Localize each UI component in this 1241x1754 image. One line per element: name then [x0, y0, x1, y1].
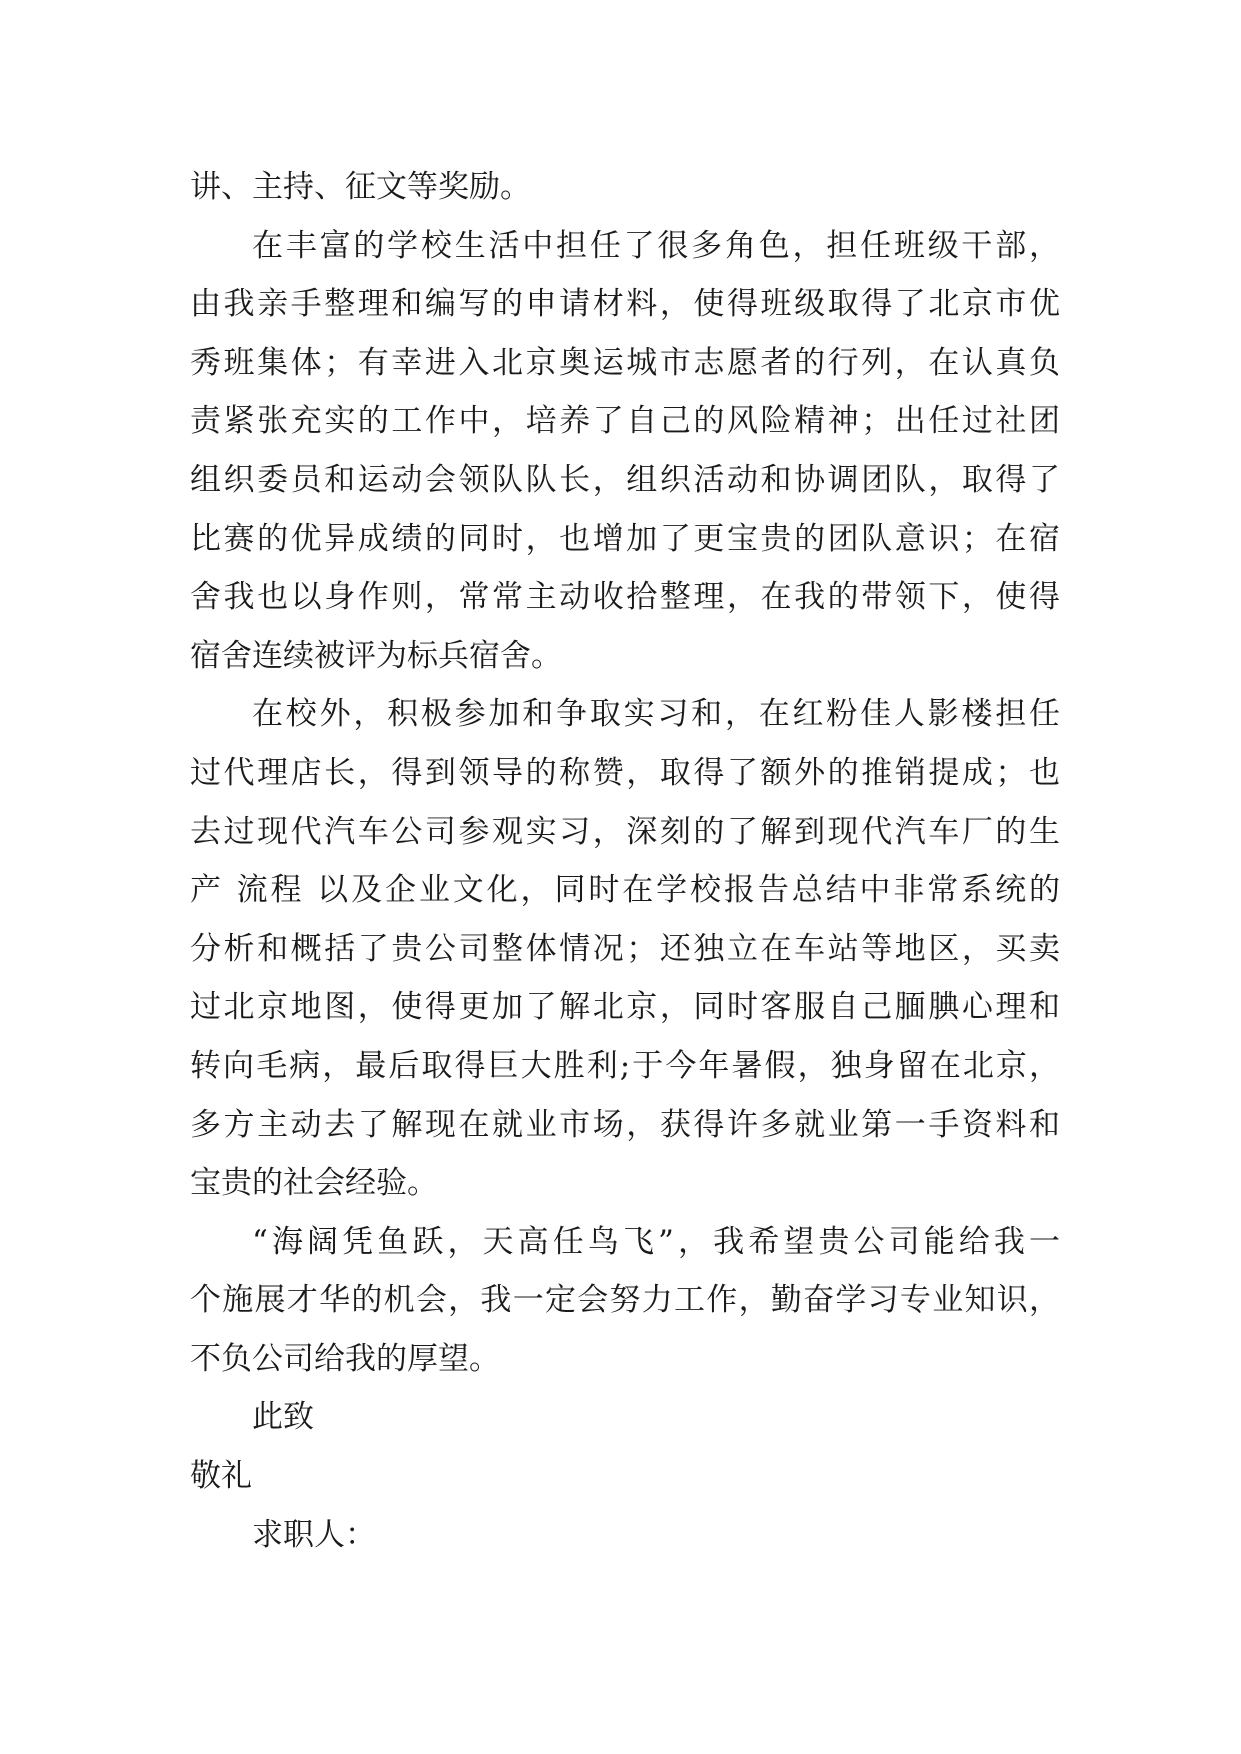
text-line: 产 流程 以及企业文化，同时在学校报告总结中非常系统的	[190, 872, 1060, 909]
text-line: “海阔凭鱼跃，天高任鸟飞”，我希望贵公司能给我一	[252, 1223, 1060, 1260]
text-line: 讲、主持、征文等奖励。	[190, 169, 531, 205]
text-line: 过代理店长，得到领导的称赞，取得了额外的推销提成；也	[190, 754, 1060, 791]
text-line: 分析和概括了贵公司整体情况；还独立在车站等地区，买卖	[190, 930, 1060, 967]
text-line: 过北京地图，使得更加了解北京，同时客服自己腼腆心理和	[190, 989, 1060, 1026]
text-line: 比赛的优异成绩的同时，也增加了更宝贵的团队意识；在宿	[190, 520, 1060, 557]
letter-body	[190, 158, 1060, 1564]
text-line: 责紧张充实的工作中，培养了自己的风险精神；出任过社团	[190, 403, 1060, 440]
text-line: 舍我也以身作则，常常主动收拾整理，在我的带领下，使得	[190, 579, 1060, 616]
text-line: 宿舍连续被评为标兵宿舍。	[190, 637, 562, 674]
text-line: 不负公司给我的厚望。	[190, 1340, 500, 1377]
text-line: 在校外，积极参加和争取实习和，在红粉佳人影楼担任	[252, 696, 1060, 733]
text-line: 由我亲手整理和编写的申请材料，使得班级取得了北京市优	[190, 286, 1060, 323]
closing-salutation: 此致	[252, 1399, 314, 1436]
text-line: 去过现代汽车公司参观实习，深刻的了解到现代汽车厂的生	[190, 813, 1060, 850]
text-line: 在丰富的学校生活中担任了很多角色，担任班级干部，	[252, 227, 1060, 264]
text-line: 转向毛病，最后取得巨大胜利;于今年暑假，独身留在北京，	[190, 1047, 1060, 1084]
text-line: 多方主动去了解现在就业市场，获得许多就业第一手资料和	[190, 1106, 1060, 1143]
text-line: 宝贵的社会经验。	[190, 1165, 438, 1202]
text-line: 组织委员和运动会领队队长，组织活动和协调团队，取得了	[190, 461, 1060, 498]
signature-label: 求职人：	[252, 1516, 376, 1553]
closing-regards: 敬礼	[190, 1458, 252, 1495]
text-line: 秀班集体；有幸进入北京奥运城市志愿者的行列，在认真负	[190, 344, 1060, 381]
text-line: 个施展才华的机会，我一定会努力工作，勤奋学习专业知识，	[190, 1282, 1060, 1319]
